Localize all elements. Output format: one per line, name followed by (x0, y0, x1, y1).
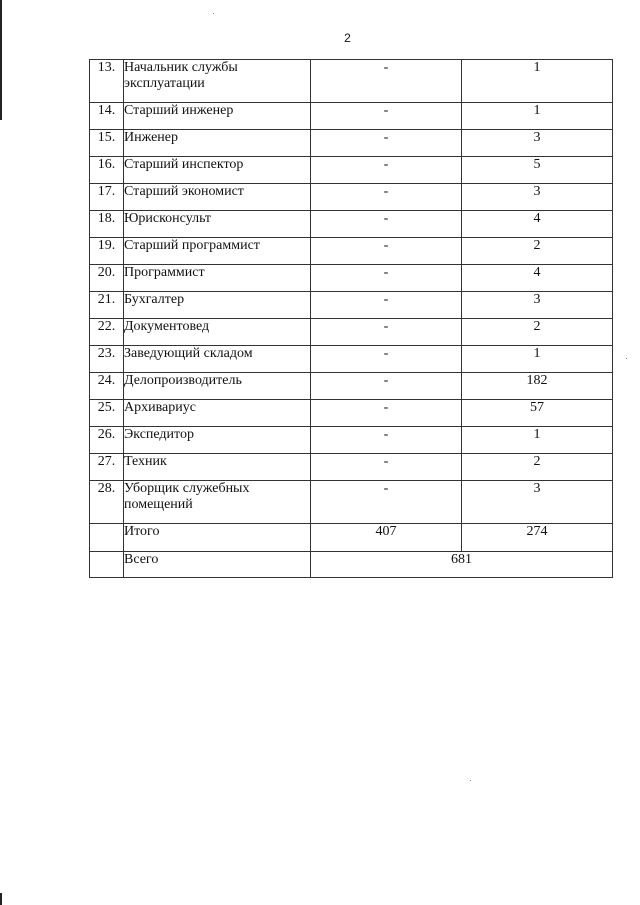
staff-table-body (90, 60, 613, 578)
count-col-a: - (311, 211, 462, 238)
scan-edge-mark (0, 893, 2, 905)
row-number: 23. (90, 346, 124, 373)
position-name: Инженер (124, 130, 311, 157)
position-name: Старший инженер (124, 103, 311, 130)
row-number: 24. (90, 373, 124, 400)
table-row (90, 211, 613, 238)
count-col-b: 3 (462, 130, 613, 157)
table-row (90, 60, 613, 103)
count-col-b: 3 (462, 292, 613, 319)
total-num-cell (90, 552, 124, 578)
position-name: Архивариус (124, 400, 311, 427)
table-row (90, 184, 613, 211)
scan-speck (213, 13, 214, 14)
count-col-b: 2 (462, 319, 613, 346)
position-name: Юрисконсульт (124, 211, 311, 238)
table-row (90, 103, 613, 130)
count-col-b: 57 (462, 400, 613, 427)
count-col-a: - (311, 346, 462, 373)
row-number: 20. (90, 265, 124, 292)
table-row (90, 346, 613, 373)
count-col-b: 1 (462, 346, 613, 373)
count-col-b: 1 (462, 60, 613, 103)
row-number: 18. (90, 211, 124, 238)
position-name: Заведующий складом (124, 346, 311, 373)
table-row (90, 427, 613, 454)
row-number: 14. (90, 103, 124, 130)
table-row (90, 238, 613, 265)
position-name: Начальник службы эксплуатации (124, 60, 311, 103)
count-col-a: - (311, 238, 462, 265)
count-col-a: - (311, 319, 462, 346)
subtotal-num-cell (90, 524, 124, 552)
count-col-b: 5 (462, 157, 613, 184)
position-name: Экспедитор (124, 427, 311, 454)
table-row (90, 454, 613, 481)
row-number: 17. (90, 184, 124, 211)
row-number: 27. (90, 454, 124, 481)
total-label: Всего (124, 552, 311, 578)
position-name: Уборщик служебных помещений (124, 481, 311, 524)
table-row (90, 157, 613, 184)
position-name: Программист (124, 265, 311, 292)
count-col-a: - (311, 265, 462, 292)
count-col-b: 1 (462, 427, 613, 454)
table-row (90, 292, 613, 319)
row-number: 22. (90, 319, 124, 346)
scan-speck (626, 358, 627, 359)
subtotal-col-b: 274 (462, 524, 613, 552)
position-name: Бухгалтер (124, 292, 311, 319)
table-row (90, 319, 613, 346)
position-name: Делопроизводитель (124, 373, 311, 400)
count-col-a: - (311, 292, 462, 319)
position-name: Старший экономист (124, 184, 311, 211)
row-number: 16. (90, 157, 124, 184)
row-number: 15. (90, 130, 124, 157)
row-number: 21. (90, 292, 124, 319)
staff-table (89, 59, 613, 578)
count-col-a: - (311, 103, 462, 130)
row-number: 13. (90, 60, 124, 103)
total-value: 681 (311, 552, 613, 578)
count-col-b: 4 (462, 265, 613, 292)
position-name: Старший программист (124, 238, 311, 265)
table-row (90, 265, 613, 292)
count-col-b: 4 (462, 211, 613, 238)
table-row (90, 130, 613, 157)
page-number: 2 (344, 31, 351, 45)
subtotal-col-a: 407 (311, 524, 462, 552)
count-col-b: 2 (462, 454, 613, 481)
count-col-b: 182 (462, 373, 613, 400)
count-col-b: 3 (462, 184, 613, 211)
subtotal-row (90, 524, 613, 552)
count-col-a: - (311, 400, 462, 427)
table-row (90, 373, 613, 400)
count-col-a: - (311, 130, 462, 157)
row-number: 28. (90, 481, 124, 524)
table-row (90, 481, 613, 524)
position-name: Техник (124, 454, 311, 481)
row-number: 19. (90, 238, 124, 265)
table-row (90, 400, 613, 427)
count-col-a: - (311, 157, 462, 184)
count-col-a: - (311, 481, 462, 524)
scan-edge-mark (0, 0, 2, 120)
position-name: Старший инспектор (124, 157, 311, 184)
position-name: Документовед (124, 319, 311, 346)
count-col-a: - (311, 427, 462, 454)
count-col-a: - (311, 60, 462, 103)
count-col-a: - (311, 373, 462, 400)
total-row (90, 552, 613, 578)
count-col-b: 3 (462, 481, 613, 524)
scan-speck (470, 780, 471, 781)
count-col-a: - (311, 184, 462, 211)
row-number: 25. (90, 400, 124, 427)
count-col-b: 2 (462, 238, 613, 265)
row-number: 26. (90, 427, 124, 454)
count-col-a: - (311, 454, 462, 481)
subtotal-label: Итого (124, 524, 311, 552)
count-col-b: 1 (462, 103, 613, 130)
